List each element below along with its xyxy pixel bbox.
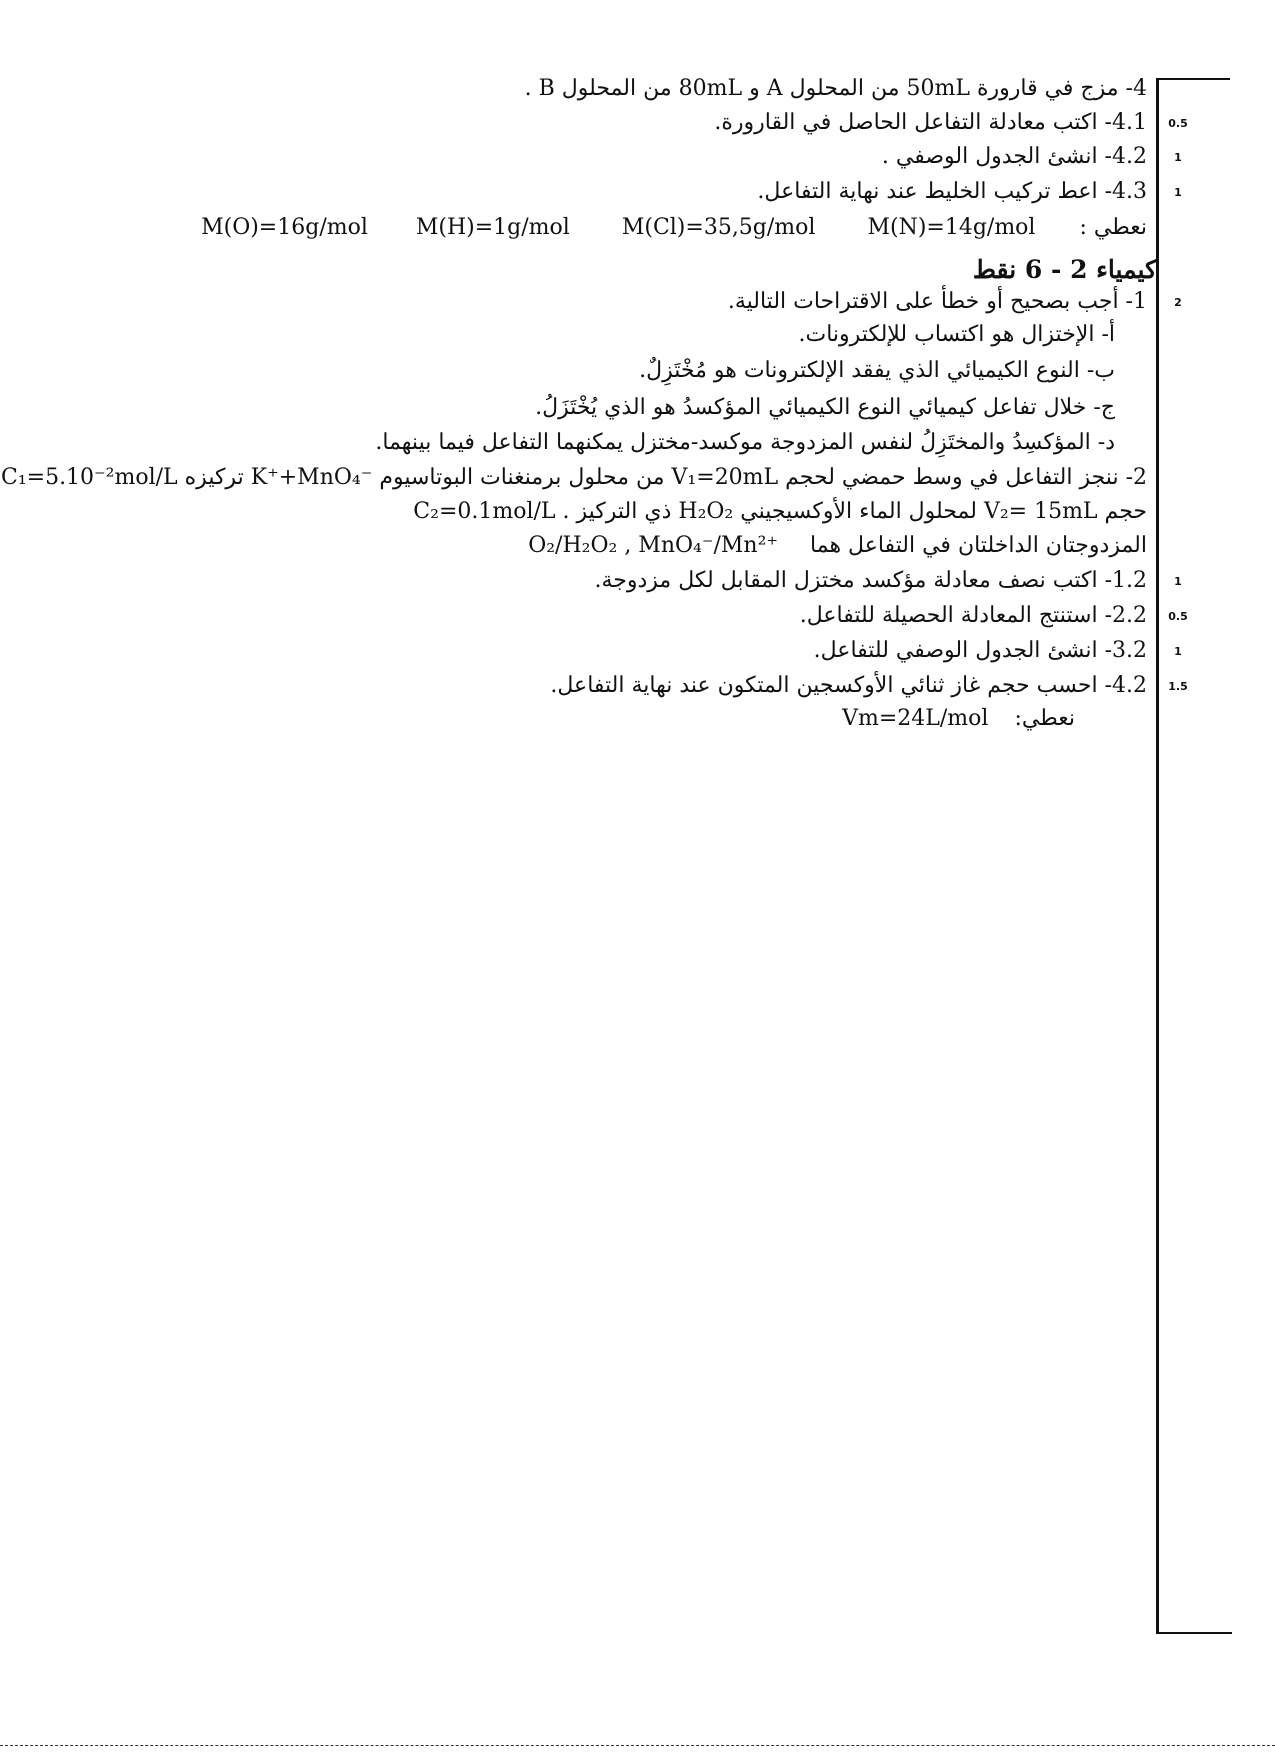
question-2-2-line2: [413, 498, 1147, 526]
score-2-1: 2: [1174, 296, 1182, 309]
given-mo: M(O)=16g/mol: [201, 215, 368, 240]
statement-b: ب- النوع الكيميائي الذي يفقد الإلكترونات هو مُخْتَزِلٌ.: [639, 358, 1115, 383]
question-1-2: 1.2- اكتب نصف معادلة مؤكسد مختزل المقابل لكل مزدوجة.: [594, 568, 1147, 593]
q2-h2o2: H₂O₂: [678, 499, 734, 524]
question-4-2: 4.2- انشئ الجدول الوصفي .: [881, 144, 1147, 169]
statement-a: أ- الإختزال هو اكتساب للإلكترونات.: [798, 322, 1115, 347]
question-2-1: 1- أجب بصحيح أو خطأ على الاقتراحات التالية.: [727, 289, 1147, 314]
q2-line2-conc: ذي التركيز: [576, 499, 672, 524]
question-3-2: 3.2- انشئ الجدول الوصفي للتفاعل.: [813, 638, 1147, 663]
q2-line1-text: 2- ننجز التفاعل في وسط حمضي لحجم: [785, 465, 1147, 490]
given-molar-masses: [201, 214, 1147, 242]
given-label-2: نعطي:: [1014, 706, 1075, 731]
score-4-2b: 1.5: [1168, 680, 1188, 693]
given-vm: Vm=24L/mol: [842, 706, 989, 731]
question-2-2: 2.2- استنتج المعادلة الحصيلة للتفاعل.: [799, 603, 1147, 628]
q2-couples: O₂/H₂O₂ , MnO₄⁻/Mn²⁺: [528, 533, 779, 558]
statement-c: ج- خلال تفاعل كيميائي النوع الكيميائي المؤكسدُ هو الذي يُخْتَزَلُ.: [535, 395, 1115, 420]
question-4: 4- مزج في قارورة 50mL من المحلول A و 80mL من المحلول B .: [524, 76, 1147, 101]
given-molar-volume: [842, 705, 1075, 733]
q2-line2-text: حجم: [1104, 499, 1147, 524]
q2-v2: V₂= 15mL: [983, 499, 1098, 524]
q2-v1: V₁=20mL: [671, 465, 779, 490]
section-2-title: كيمياء 2 - 6 نقط: [972, 255, 1157, 284]
bottom-rule: [0, 1745, 1275, 1746]
question-4-3: 4.3- اعط تركيب الخليط عند نهاية التفاعل.: [757, 179, 1147, 204]
score-3-2: 1: [1174, 645, 1182, 658]
question-2-2-line1: [0, 464, 1147, 492]
given-mcl: M(Cl)=35,5g/mol: [621, 215, 816, 240]
score-4-3: 1: [1174, 186, 1182, 199]
score-4-1: 0.5: [1168, 117, 1188, 130]
frame-bottom-border: [1156, 1632, 1232, 1634]
q2-c2: C₂=0.1mol/L .: [413, 499, 570, 524]
q2-line1-mid: من محلول برمنغنات البوتاسيوم: [379, 465, 665, 490]
statement-d: د- المؤكسِدُ والمختَزِلُ لنفس المزدوجة موكسد-مختزل يمكنهما التفاعل فيما بينهما.: [375, 430, 1115, 455]
q2-line3-text: المزدوجتان الداخلتان في التفاعل هما: [810, 533, 1147, 558]
score-1-2: 1: [1174, 575, 1182, 588]
given-mn: M(N)=14g/mol: [867, 215, 1036, 240]
frame-top-border: [1158, 78, 1230, 80]
score-4-2: 1: [1174, 151, 1182, 164]
question-2-2-line3: [528, 532, 1147, 560]
q2-line1-conc: تركيزه: [184, 465, 244, 490]
frame-vertical-border: [1156, 78, 1159, 1634]
given-mh: M(H)=1g/mol: [415, 215, 570, 240]
given-label-1: نعطي :: [1079, 215, 1147, 240]
question-4-2: 4.2- احسب حجم غاز ثنائي الأوكسجين المتكون عند نهاية التفاعل.: [550, 673, 1147, 698]
score-2-2: 0.5: [1168, 610, 1188, 623]
q2-c1: C₁=5.10⁻²mol/L: [0, 465, 178, 490]
question-4-1: 4.1- اكتب معادلة التفاعل الحاصل في القارورة.: [714, 110, 1147, 135]
q2-line2-mid: لمحلول الماء الأوكسيجيني: [740, 499, 977, 524]
q2-permanganate: K⁺+MnO₄⁻: [250, 465, 373, 490]
